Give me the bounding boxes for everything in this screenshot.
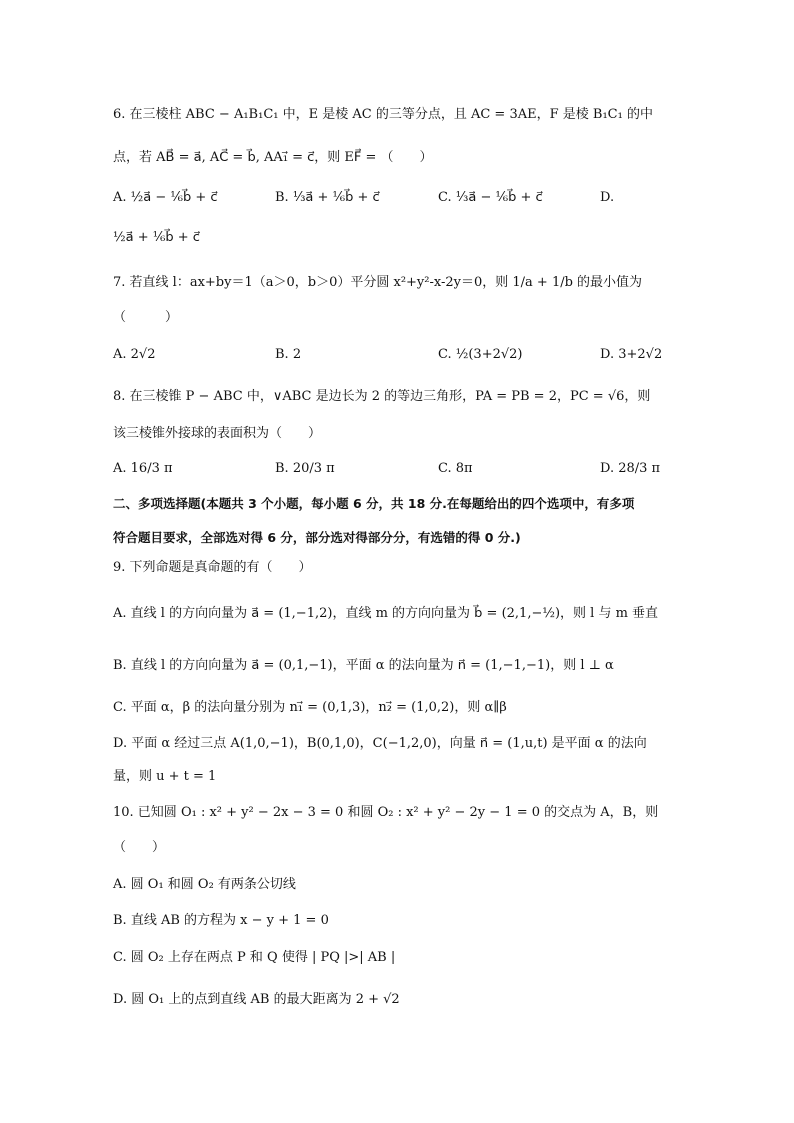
q8-option-c: C. 8π <box>438 461 473 476</box>
q6-stem-line1: 6. 在三棱柱 ABC − A₁B₁C₁ 中，E 是棱 AC 的三等分点，且 AC = 3AE，F 是棱 B₁C₁ 的中 <box>113 107 653 122</box>
q9-option-a: A. 直线 l 的方向向量为 a⃗ = (1,−1,2)，直线 m 的方向向量为 b⃗ = (2,1,−½)，则 l 与 m 垂直 <box>113 606 659 621</box>
q9-option-d-line1: D. 平面 α 经过三点 A(1,0,−1)，B(0,1,0)，C(−1,2,0)，向量 n⃗ = (1,u,t) 是平面 α 的法向 <box>113 736 647 751</box>
q8-option-b: B. 20/3 π <box>275 461 335 476</box>
q7-stem-line2: （ ） <box>113 310 179 325</box>
q6-option-c: C. ⅓a⃗ − ⅙b⃗ + c⃗ <box>438 190 543 205</box>
q9-stem: 9. 下列命题是真命题的有（ ） <box>113 560 312 575</box>
q6-stem-line2: 点，若 AB⃗ = a⃗, AC⃗ = b⃗, AA₁⃗ = c⃗，则 EF⃗ = （ ） <box>113 150 433 165</box>
q10-stem-line1: 10. 已知圆 O₁ : x² + y² − 2x − 3 = 0 和圆 O₂ : x² + y² − 2y − 1 = 0 的交点为 A，B，则 <box>113 805 659 820</box>
q10-option-d: D. 圆 O₁ 上的点到直线 AB 的最大距离为 2 + √2 <box>113 992 400 1007</box>
q6-option-a: A. ½a⃗ − ⅙b⃗ + c⃗ <box>113 190 218 205</box>
q8-stem-line1: 8. 在三棱锥 P − ABC 中，∨ABC 是边长为 2 的等边三角形，PA = PB = 2，PC = √6，则 <box>113 389 651 404</box>
section2-heading-line1: 二、多项选择题(本题共 3 个小题，每小题 6 分，共 18 分.在每题给出的四个选项中，有多项 <box>113 496 635 511</box>
q7-stem-line1: 7. 若直线 l：ax+by＝1（a＞0，b＞0）平分圆 x²+y²-x-2y＝0，则 1/a + 1/b 的最小值为 <box>113 275 643 290</box>
q10-option-b: B. 直线 AB 的方程为 x − y + 1 = 0 <box>113 913 329 928</box>
q8-option-a: A. 16/3 π <box>113 461 173 476</box>
q6-option-b: B. ⅓a⃗ + ⅙b⃗ + c⃗ <box>275 190 380 205</box>
q9-option-c: C. 平面 α，β 的法向量分别为 n₁⃗ = (0,1,3)，n₂⃗ = (1,0,2)，则 α∥β <box>113 700 507 715</box>
q8-stem-line2: 该三棱锥外接球的表面积为（ ） <box>113 426 322 441</box>
q7-option-a: A. 2√2 <box>113 347 156 362</box>
q10-option-c: C. 圆 O₂ 上存在两点 P 和 Q 使得 | PQ |>| AB | <box>113 950 396 965</box>
q7-option-d: D. 3+2√2 <box>600 347 663 362</box>
q10-option-a: A. 圆 O₁ 和圆 O₂ 有两条公切线 <box>113 877 296 892</box>
q8-option-d: D. 28/3 π <box>600 461 661 476</box>
q9-option-b: B. 直线 l 的方向向量为 a⃗ = (0,1,−1)，平面 α 的法向量为 n⃗ = (1,−1,−1)，则 l ⊥ α <box>113 658 614 673</box>
q10-stem-line2: （ ） <box>113 840 166 855</box>
q6-option-d-content: ½a⃗ + ⅙b⃗ + c⃗ <box>113 230 200 245</box>
section2-heading-line2: 符合题目要求，全部选对得 6 分，部分选对得部分分，有选错的得 0 分.) <box>113 530 521 545</box>
q7-option-c: C. ½(3+2√2) <box>438 347 523 362</box>
q6-option-d: D. <box>600 190 615 205</box>
q7-option-b: B. 2 <box>275 347 302 362</box>
q9-option-d-line2: 量，则 u + t = 1 <box>113 769 217 784</box>
